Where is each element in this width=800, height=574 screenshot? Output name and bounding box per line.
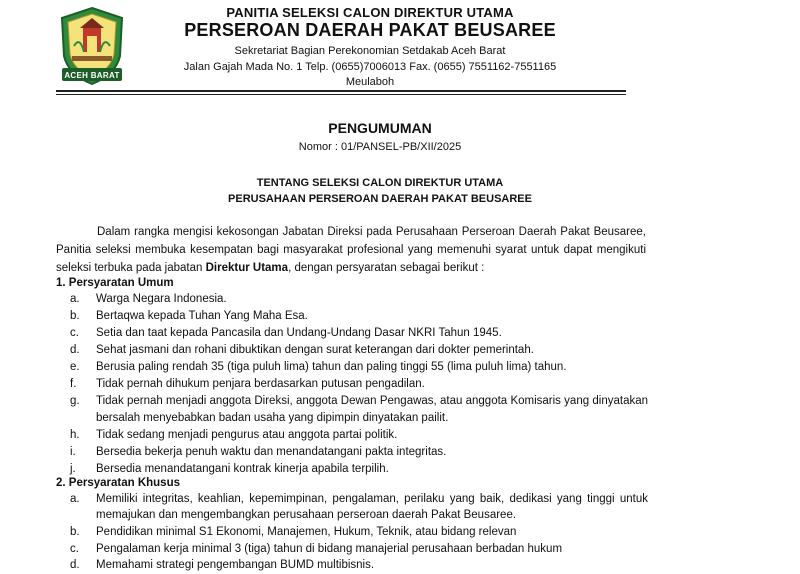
list-item: Pendidikan minimal S1 Ekonomi, Manajemen, Hukum, Teknik, atau bidang relevan <box>96 526 517 538</box>
list-item: Warga Negara Indonesia. <box>96 293 227 305</box>
list-marker: i. <box>70 446 76 458</box>
list-item: Berusia paling rendah 35 (tiga puluh lima) tahun dan paling tinggi 55 (lima puluh lima) tahun. <box>96 361 567 373</box>
intro-paragraph <box>56 223 646 277</box>
list-marker: c. <box>70 543 79 555</box>
list-item: Tidak pernah dihukum penjara berdasarkan putusan pengadilan. <box>96 378 425 390</box>
list-marker: d. <box>70 559 80 571</box>
section-heading-general: 1. Persyaratan Umum <box>56 277 174 289</box>
list-marker: d. <box>70 344 80 356</box>
list-marker: a. <box>70 293 80 305</box>
list-marker: f. <box>70 378 77 390</box>
logo-caption: ACEH BARAT <box>64 71 120 80</box>
list-marker: h. <box>70 429 80 441</box>
list-item: Sehat jasmani dan rohani dibuktikan dengan surat keterangan dari dokter pemerintah. <box>96 344 534 356</box>
address-line: Jalan Gajah Mada No. 1 Telp. (0655)7006013 Fax. (0655) 7551162-7551165 <box>183 61 557 73</box>
list-marker: g. <box>70 395 80 407</box>
position-name: Direktur Utama <box>205 262 289 274</box>
subject-line-2: PERUSAHAAN PERSEROAN DAERAH PAKAT BEUSAREE <box>228 193 532 205</box>
secretariat: Sekretariat Bagian Perekonomian Setdakab Aceh Barat <box>234 45 506 57</box>
list-item: Memahami strategi pengembangan BUMD multibisnis. <box>96 559 375 571</box>
list-item: Pengalaman kerja minimal 3 (tiga) tahun di bidang manajerial perusahaan berbadan hukum <box>96 543 563 555</box>
list-marker: a. <box>70 493 80 505</box>
list-item: Bersedia menandatangani kontrak kinerja apabila terpilih. <box>96 463 389 475</box>
list-marker: b. <box>70 526 80 538</box>
document-number: Nomor : 01/PANSEL-PB/XII/2025 <box>298 141 462 153</box>
list-marker: c. <box>70 327 79 339</box>
committee-name: PANITIA SELEKSI CALON DIREKTUR UTAMA <box>226 5 514 20</box>
list-marker: j. <box>70 463 76 475</box>
section-heading-specific: 2. Persyaratan Khusus <box>56 477 181 489</box>
document-title: PENGUMUMAN <box>328 120 432 136</box>
letterhead-divider <box>56 90 626 92</box>
list-marker: e. <box>70 361 80 373</box>
list-item: Bertaqwa kepada Tuhan Yang Maha Esa. <box>96 310 308 322</box>
list-marker: b. <box>70 310 80 322</box>
list-item: Tidak sedang menjadi pengurus atau anggota partai politik. <box>96 429 398 441</box>
letterhead-divider-thin <box>56 94 626 95</box>
city: Meulaboh <box>345 76 395 88</box>
list-item: Setia dan taat kepada Pancasila dan Undang-Undang Dasar NKRI Tahun 1945. <box>96 327 502 339</box>
list-item: Tidak pernah menjadi anggota Direksi, anggota Dewan Pengawas, atau anggota Komisaris yang dinyatakan bersalah menyebabkan badan usaha yang dipimpin dinyatakan pailit. <box>96 395 648 424</box>
intro-text: Dalam rangka mengisi kekosongan Jabatan Direksi pada Perusahaan Perseroan Daerah Pakat Beusaree, Panitia seleksi membuka kesempatan bagi masyarakat profesional yang memenuhi syarat untuk dapat mengikuti seleksi terbuka pada jabatan <box>56 226 646 274</box>
list-item: Bersedia bekerja penuh waktu dan menandatangani pakta integritas. <box>96 446 447 458</box>
company-name: PERSEROAN DAERAH PAKAT BEUSAREE <box>184 20 556 40</box>
subject-line-1: TENTANG SELEKSI CALON DIREKTUR UTAMA <box>256 177 504 189</box>
list-item: Memiliki integritas, keahlian, kepemimpinan, pengalaman, perilaku yang baik, dedikasi yang tinggi untuk memajukan dan mengembangkan perusahaan perseroan daerah Pakat Beusaree. <box>96 493 648 521</box>
intro-text-end: , dengan persyaratan sebagai berikut : <box>288 262 485 274</box>
